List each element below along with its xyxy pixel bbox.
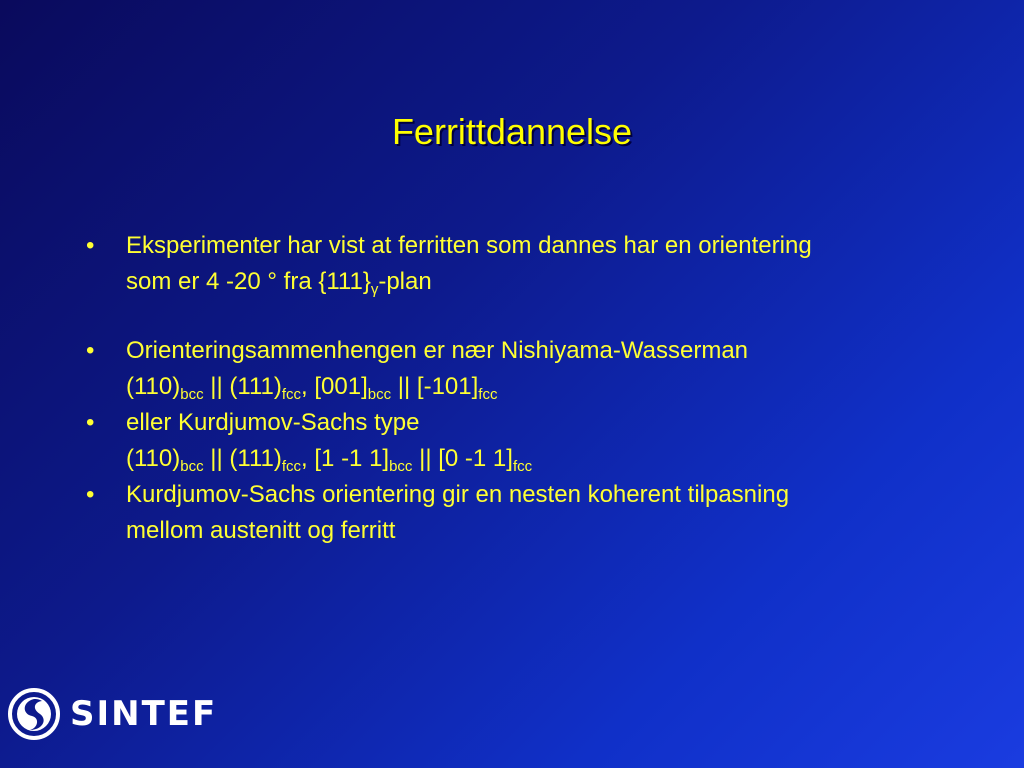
bullet-text-line: mellom austenitt og ferritt [126,517,396,544]
bullet-text-line: Kurdjumov-Sachs orientering gir en nesten koherent tilpasning [126,481,790,508]
orientation-relation-nw: $(110)_{bcc}$ || $(111)_{fcc}$, $[001]_{bcc}$ || $[-101]_{fcc}$ [126,373,498,403]
bullet-text-line: Orienteringsammenhengen er nær Nishiyama-Wasserman [126,337,749,364]
sintef-logo-text: SINTEF [70,694,218,734]
bullet-text-line: Eksperimenter har vist at ferritten som dannes har en orientering [126,232,812,259]
bullet-symbol: • [86,409,95,436]
slide-title: Ferrittdannelse [391,111,633,152]
bullet-text-line: som er 4 -20 ° fra $\{111\}_\gamma$-plan [126,268,432,298]
bullet-item-experiments [86,228,966,300]
bullet-item-coherent-fit [86,477,966,549]
bullet-item-kurdjumov-sachs-type [86,405,966,441]
bullet-symbol: • [86,337,95,364]
bullet-text-line: eller Kurdjumov-Sachs type [126,409,420,436]
bullet-symbol: • [86,232,95,259]
sintef-logo [8,688,217,740]
orientation-relation-ks: $(110)_{bcc}$ || $(111)_{fcc}$, [1 -1 $1]_{bcc}$ || [0 -1 $1]_{fcc}$ [126,445,533,475]
bullet-symbol: • [86,481,95,508]
bullet-list [86,228,966,549]
bullet-item-nishiyama-wasserman [86,333,966,369]
sintef-swirl-icon [8,688,60,740]
